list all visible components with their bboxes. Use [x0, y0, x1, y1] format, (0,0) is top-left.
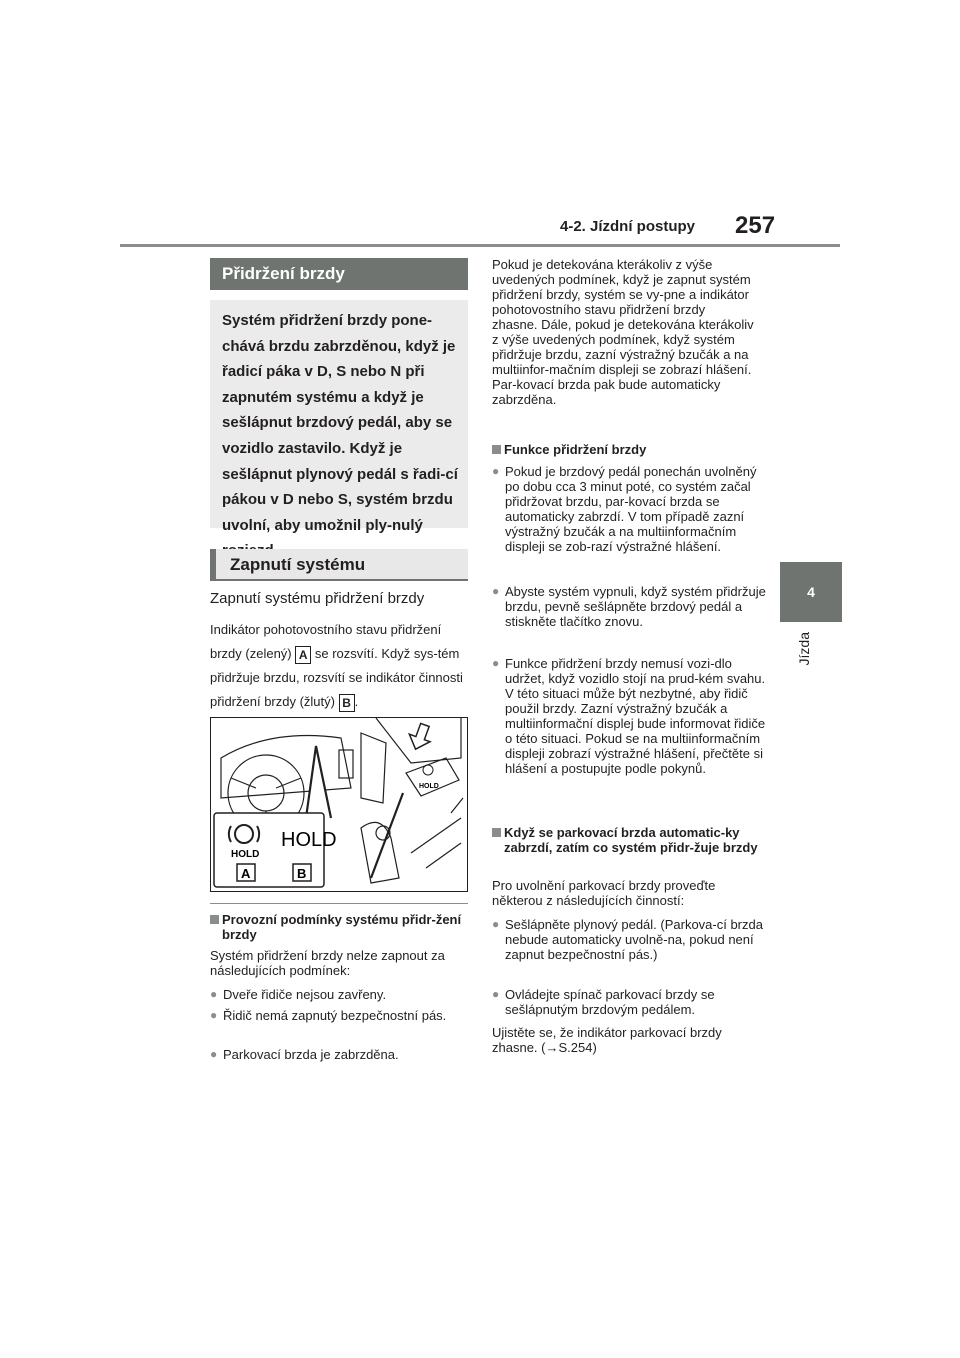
- function-item-1: ● Pokud je brzdový pedál ponechán uvolněný po dobu cca 3 minut poté, co systém začal přidržovat brzdu, par-kovací brzda se automaticky zabrzdí. V tom případě zazní výstražný bzučák a na multiinformačním displeji se zob-razí výstražné hlášení.: [492, 464, 767, 554]
- hold-large-text: HOLD: [281, 829, 337, 851]
- label-b: B: [339, 694, 355, 712]
- switch-hold-text: HOLD: [419, 783, 439, 790]
- section-title-activation: Zapnutí systému: [210, 549, 468, 581]
- parking-item-1: ● Sešlápněte plynový pedál. (Parkova-cí brzda nebude automaticky uvolně-na, pokud není zapnut bezpečnostní pás.): [492, 917, 767, 962]
- parking-item-2: ● Ovládejte spínač parkovací brzdy se sešlápnutým brzdovým pedálem.: [492, 987, 767, 1017]
- activation-subtitle: Zapnutí systému přidržení brzdy: [210, 590, 425, 607]
- functions-heading: Funkce přidržení brzdy: [492, 442, 766, 457]
- hold-indicator-icon: HOLD: [231, 849, 260, 860]
- condition-item-2: ● Řidič nemá zapnutý bezpečnostní pás.: [210, 1008, 479, 1023]
- brake-hold-figure: [210, 717, 468, 892]
- right-para-1: Pokud je detekována kterákoliv z výše uvedených podmínek, když je zapnut systém přidržení brzdy, systém se vy-pne a indikátor pohotovostního stavu přidržení brzdy zhasne. Dále, pokud je detekována kterákoliv z výše uvedených podmínek, když systém přidržuje brzdu, zazní výstražný bzučák a na multiinfor-mačním displeji se zobrazí hlášení. Par-kovací brzda pak bude automaticky zabrzděna.: [492, 257, 754, 407]
- parking-text: Pro uvolnění parkovací brzdy proveďte některou z následujících činností:: [492, 878, 716, 908]
- intro-box: Systém přidržení brzdy pone-chává brzdu zabrzděnou, když je řadicí páka v D, S nebo N při zapnutém systému a když je sešlápnut brzdový pedál, aby se vozidlo zastavilo. Když je sešlápnut plynový pedál s řadi-cí pákou v D nebo S, systém brzdu uvolní, aby umožnil ply-nulý: [210, 300, 468, 528]
- figure-label-a: A: [241, 866, 251, 881]
- section-header: 4-2. Jízdní postupy: [560, 218, 696, 235]
- chapter-tab-label: Jízda: [796, 632, 812, 666]
- cockpit-illustration: [211, 718, 467, 891]
- header-rule: [120, 244, 840, 247]
- final-text: Ujistěte se, že indikátor parkovací brzdy zhasne. (→S.254): [492, 1025, 722, 1055]
- conditions-heading: Provozní podmínky systému přidr-žení brzdy: [210, 912, 478, 942]
- chapter-tab: 4: [780, 562, 842, 622]
- function-item-3: ● Funkce přidržení brzdy nemusí vozi-dlo udržet, když vozidlo stojí na prud-kém svahu. V této situaci může být nezbytné, aby řidič použil brzdy. Zazní výstražný bzučák a multiinformační displej bude informovat řidiče o této situaci. Pokud se na multiinformačním displeji zobrazí výstražné hlášení, přečtěte si hlášení a postupujte podle pokynů.: [492, 656, 767, 776]
- condition-item-3: ● Parkovací brzda je zabrzděna.: [210, 1047, 479, 1062]
- condition-item-1: ● Dveře řidiče nejsou zavřeny.: [210, 987, 479, 1002]
- section-title-brake-hold: Přidržení brzdy: [210, 258, 468, 290]
- figure-separator: [210, 903, 468, 904]
- activation-text: Indikátor pohotovostního stavu přidržení brzdy (zelený) A se rozsvítí. Když sys-tém přidržuje brzdu, rozsvítí se indikátor činnosti přidržení brzdy (žlutý) B .: [210, 622, 463, 710]
- page-number: 257: [735, 212, 776, 239]
- function-item-2: ● Abyste systém vypnuli, když systém přidržuje brzdu, pevně sešlápněte brzdový pedál a stiskněte tlačítko znovu.: [492, 584, 767, 629]
- label-a: A: [295, 646, 311, 664]
- conditions-text: Systém přidržení brzdy nelze zapnout za následujících podmínek:: [210, 948, 445, 978]
- parking-heading: Když se parkovací brzda automatic-ky zabrzdí, zatím co systém přidr-žuje brzdy: [492, 825, 766, 855]
- figure-label-b: B: [297, 866, 307, 881]
